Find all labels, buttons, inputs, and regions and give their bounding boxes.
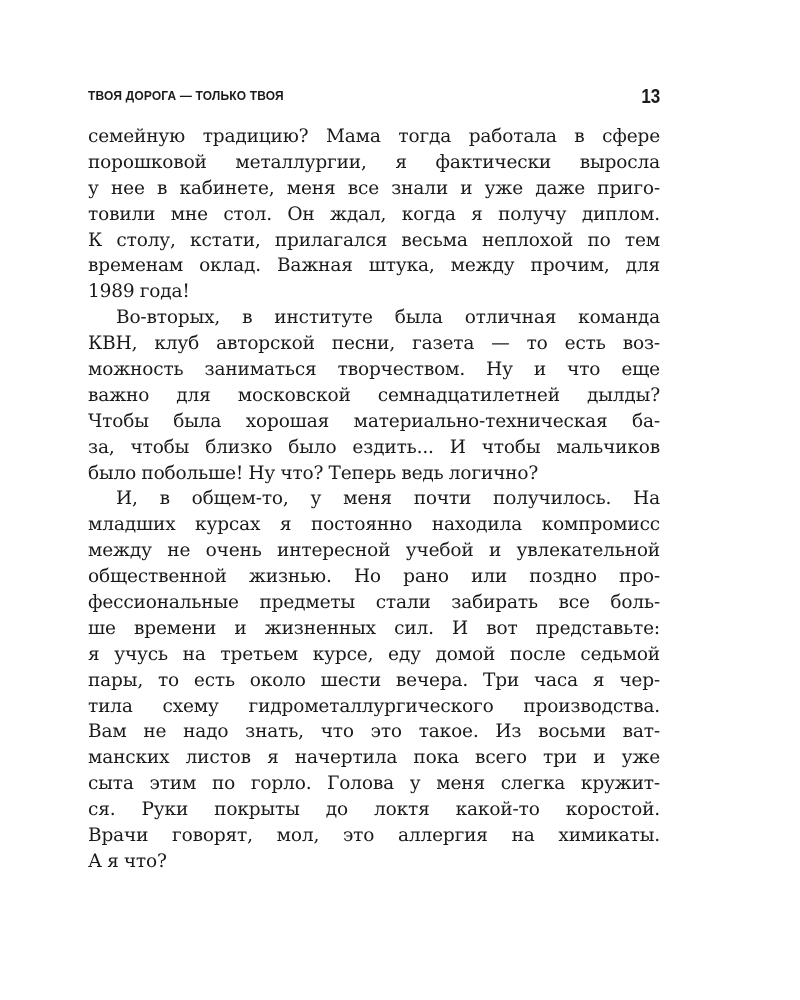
text-line: КВН, клуб авторской песни, газета — то есть воз- (88, 333, 660, 355)
text-line: Во-вторых, в институте была отличная команда (116, 307, 660, 329)
text-line: важно для московской семнадцатилетней дылды? (88, 384, 660, 406)
text-line: я учусь на третьем курсе, еду домой после седьмой (88, 643, 660, 665)
text-line: временам оклад. Важная штука, между прочим, для (88, 255, 660, 277)
text-line: А я что? (88, 850, 167, 872)
running-header (88, 86, 660, 114)
text-line: между не очень интересной учебой и увлекательной (88, 540, 660, 562)
text-line: у нее в кабинете, меня все знали и уже даже приго- (88, 177, 660, 199)
paragraph-2 (88, 305, 660, 486)
text-line: фессиональные предметы стали забирать все боль- (88, 592, 660, 614)
text-line: Вам не надо знать, что это такое. Из восьми ват- (88, 721, 660, 743)
running-title: ТВОЯ ДОРОГА — ТОЛЬКО ТВОЯ (88, 88, 284, 103)
text-line: ше времени и жизненных сил. И вот представьте: (88, 617, 660, 639)
text-line: манских листов я начертила пока всего три и уже (88, 747, 660, 769)
text-line: ся. Руки покрыты до локтя какой-то коростой. (88, 799, 660, 821)
text-line: К столу, кстати, прилагался весьма неплохой по тем (88, 229, 660, 251)
text-line: семейную традицию? Мама тогда работала в сфере (88, 126, 660, 147)
text-line: младших курсах я постоянно находила компромисс (88, 514, 660, 536)
paragraph-3 (88, 486, 660, 874)
text-line: за, чтобы близко было ездить... И чтобы мальчиков (88, 436, 660, 458)
text-line: было побольше! Ну что? Теперь ведь логично? (88, 462, 539, 484)
body-text (88, 124, 660, 875)
text-line: Врачи говорят, мол, это аллергия на химикаты. (88, 825, 660, 847)
text-line: сыта этим по горло. Голова у меня слегка кружит- (88, 773, 660, 795)
text-line: можность заниматься творчеством. Ну и что еще (88, 359, 660, 381)
text-line: товили мне стол. Он ждал, когда я получу диплом. (88, 203, 660, 225)
page-number: 13 (641, 86, 660, 108)
text-line: Чтобы была хорошая материально-техническая ба- (88, 410, 660, 432)
text-line: пары, то есть около шести вечера. Три часа я чер- (88, 669, 660, 691)
paragraph-1 (88, 124, 660, 305)
text-line: порошковой металлургии, я фактически выросла (88, 151, 660, 173)
text-line: тила схему гидрометаллургического производства. (88, 695, 660, 717)
text-line: общественной жизнью. Но рано или поздно про- (88, 566, 660, 588)
text-line: 1989 года! (88, 281, 190, 303)
text-line: И, в общем-то, у меня почти получилось. На (116, 488, 660, 510)
